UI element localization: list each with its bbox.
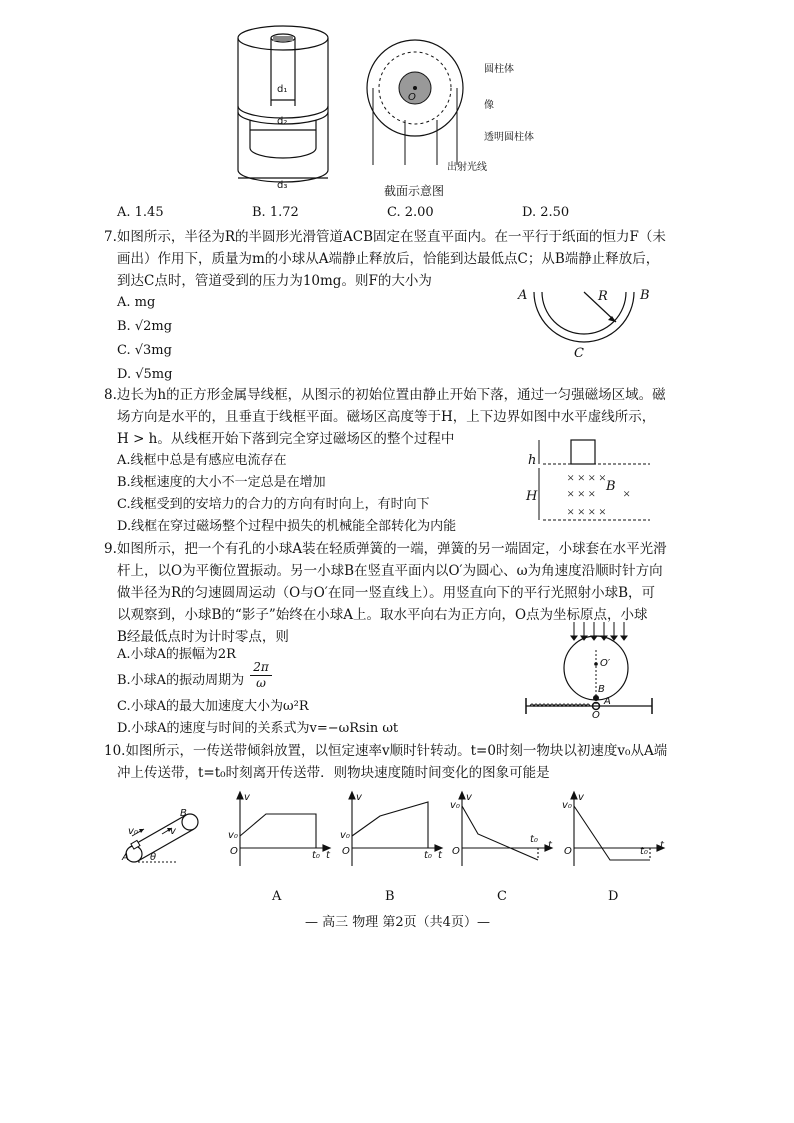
q10-line-1: 10.如图所示，一传送带倾斜放置，以恒定速率v顺时针转动。t=0时刻一物块以初速度v₀从A端: [104, 743, 668, 759]
fraction-denominator: ω: [256, 676, 266, 690]
graph-c-v0: v₀: [450, 800, 460, 811]
q10-line-2: 冲上传送带，t=t₀时刻离开传送带．则物块速度随时间变化的图象可能是: [117, 765, 550, 781]
graph-c-t0: t₀: [530, 834, 538, 845]
q8-option-d: D.线框在穿过磁场整个过程中损失的机械能全部转化为内能: [117, 519, 457, 534]
conveyor-figure: [118, 808, 208, 868]
q6-option-a: A. 1.45: [117, 205, 164, 220]
page-footer: — 高三 物理 第2页（共4页）—: [305, 915, 490, 930]
graph-c-t: t: [548, 840, 552, 851]
q6-option-d: D. 2.50: [522, 205, 570, 220]
graph-a-O: O: [230, 846, 238, 857]
q7-option-a: A. mg: [117, 295, 156, 310]
q8-option-b: B.线框速度的大小不一定总是在增加: [117, 475, 326, 490]
q8-line-3: H > h。从线框开始下落到完全穿过磁场区的整个过程中: [117, 431, 455, 447]
graph-b-t0: t₀: [424, 850, 432, 861]
graph-c-O: O: [452, 846, 460, 857]
graph-b-t: t: [438, 850, 442, 861]
q8-option-c: C.线框受到的安培力的合力的方向有时向上，有时向下: [117, 497, 430, 512]
graph-a-v: v: [244, 792, 250, 803]
cylinder-label: 圆柱体: [484, 64, 514, 75]
graph-d-v: v: [578, 792, 584, 803]
svg-text:× × ×: × × ×: [567, 486, 596, 501]
cross-section-caption: 截面示意图: [384, 184, 445, 198]
q7-fig-B: B: [640, 288, 650, 303]
graph-c-label: C: [497, 889, 507, 904]
graph-b-label: B: [385, 889, 395, 904]
graph-d-label: D: [608, 889, 619, 904]
q9-option-b: B.小球A的振动周期为: [117, 673, 245, 688]
svg-text:× × × ×: × × × ×: [567, 470, 607, 485]
q9-option-c: C.小球A的最大加速度大小为ω²R: [117, 699, 309, 714]
q7-line-3: 到达C点时，管道受到的压力为10mg。则F的大小为: [117, 273, 432, 289]
q9-line-3: 做半径为R的匀速圆周运动（O与O′在同一竖直线上）。用竖直向下的平行光照射小球B，可: [117, 585, 656, 601]
graph-d-t: t: [660, 840, 664, 851]
q10-fig-B: B: [180, 808, 187, 819]
svg-text:×: ×: [623, 486, 631, 501]
cylinder-figure: [228, 20, 338, 195]
q8-line-1: 8.边长为h的正方形金属导线框，从图示的初始位置由静止开始下落，通过一匀强磁场区域。磁: [104, 387, 666, 403]
q9-fig-Op: O′: [600, 658, 611, 669]
graph-a-t: t: [326, 850, 330, 861]
q9-option-a: A.小球A的振幅为2R: [117, 647, 236, 662]
clear-cylinder-label: 透明圆柱体: [484, 132, 534, 143]
q9-option-d: D.小球A的速度与时间的关系式为v=−ωRsin ωt: [117, 721, 399, 736]
fig6-O-label: O: [408, 92, 416, 103]
fraction-numerator: 2π: [250, 660, 272, 676]
q7-fig-C: C: [574, 346, 584, 361]
q10-fig-A: A: [122, 852, 129, 863]
graph-d-v0: v₀: [562, 800, 572, 811]
q8-fig-H: H: [526, 489, 538, 504]
q9-line-1: 9.如图所示，把一个有孔的小球A装在轻质弹簧的一端，弹簧的另一端固定，小球套在水平光滑: [104, 541, 667, 557]
graph-a-label: A: [272, 889, 282, 904]
q9-line-5: B经最低点时为计时零点，则: [117, 629, 289, 645]
graph-c-v: v: [466, 792, 472, 803]
d2-label: d₂: [277, 116, 288, 127]
graph-d-O: O: [564, 846, 572, 857]
q9-fig-A: A: [604, 696, 611, 707]
graph-a-t0: t₀: [312, 850, 320, 861]
q7-fig-A: A: [518, 288, 528, 303]
q10-fig-theta: θ: [150, 852, 157, 863]
graph-b-O: O: [342, 846, 350, 857]
magnetic-field-figure: [525, 438, 655, 528]
q8-fig-B: B: [606, 479, 616, 494]
spring-circle-figure: [522, 620, 662, 720]
q7-option-c: C. √3mg: [117, 343, 172, 358]
q7-option-d: D. √5mg: [117, 367, 173, 382]
graph-b-v0: v₀: [340, 830, 350, 841]
q9-fig-B: B: [598, 684, 605, 695]
q9-line-2: 杆上，以O为平衡位置振动。另一小球B在竖直平面内以O′为圆心、ω为角速度沿顺时针方向: [117, 563, 663, 579]
q7-line-1: 7.如图所示，半径为R的半圆形光滑管道ACB固定在竖直平面内。在一平行于纸面的恒力F（未: [104, 229, 666, 245]
d1-label: d₁: [277, 84, 288, 95]
q10-fig-v0: v₀: [128, 826, 138, 837]
graph-d-t0: t₀: [640, 846, 648, 857]
image-label: 像: [484, 100, 494, 111]
q9-fraction: [250, 660, 272, 691]
q8-option-a: A.线框中总是有感应电流存在: [117, 453, 287, 468]
q7-option-b: B. √2mg: [117, 319, 173, 334]
q10-fig-v: v: [170, 826, 176, 837]
graph-a-v0: v₀: [228, 830, 238, 841]
graph-b-v: v: [356, 792, 362, 803]
q9-fig-O: O: [592, 710, 600, 721]
q7-line-2: 画出）作用下，质量为m的小球从A端静止释放后，恰能到达最低点C；从B端静止释放后，: [117, 251, 660, 267]
q7-fig-R: R: [598, 289, 608, 304]
q9-line-4: 以观察到，小球B的“影子”始终在小球A上。取水平向右为正方向，O点为坐标原点，小球: [117, 607, 648, 623]
exit-light-label: 出射光线: [447, 162, 487, 173]
q6-option-c: C. 2.00: [387, 205, 434, 220]
q6-option-b: B. 1.72: [252, 205, 299, 220]
semicircle-pipe-figure: [528, 290, 640, 360]
svg-text:× × × ×: × × × ×: [567, 504, 607, 519]
q8-line-2: 场方向是水平的，且垂直于线框平面。磁场区高度等于H，上下边界如图中水平虚线所示，: [117, 409, 656, 425]
d3-label: d₃: [277, 180, 288, 191]
q8-fig-h: h: [528, 453, 537, 468]
